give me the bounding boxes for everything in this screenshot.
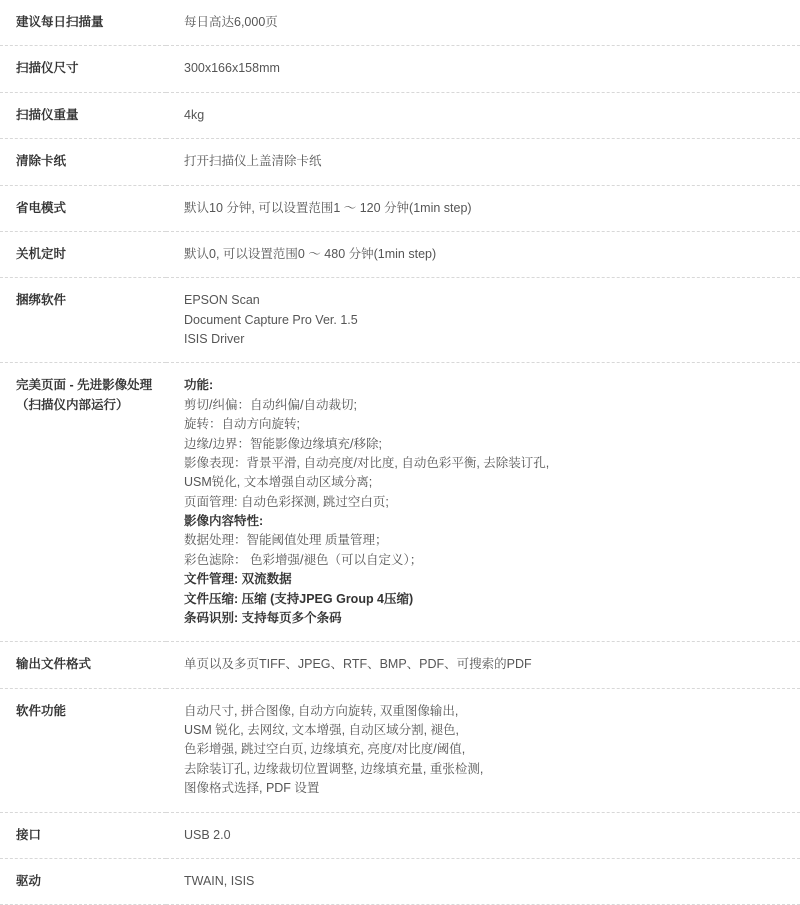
row-value: TWAIN, ISIS	[184, 873, 255, 888]
table-row	[0, 185, 800, 231]
row-value: 每日高达6,000页	[184, 15, 278, 29]
table-row	[0, 642, 800, 688]
row-label: 驱动	[16, 873, 42, 888]
row-value: EPSON Scan Document Capture Pro Ver. 1.5 ISIS Driver	[184, 293, 358, 346]
row-label: 完美页面 - 先进影像处理 （扫描仪内部运行）	[16, 378, 153, 412]
table-row	[0, 858, 800, 904]
row-value: 功能: 剪切/纠偏：自动纠偏/自动裁切; 旋转：自动方向旋转; 边缘/边界：智能影像边缘填充/移除; 影像表现：背景平滑, 自动亮度/对比度, 自动色彩平衡, 去除装订孔, USM锐化, 文本增强自动区域分离; 页面管理: 自动色彩探测, 跳过空白页; 影像内容特性: 数据处理：智能阈值处理 质量管理； 彩色滤除： 色彩增强/褪色（可以自定义）； 文件管理: 双流数据 文件压缩: 压缩 (支持JPEG Group 4压缩) 条码识别: 支持每页多个条码	[166, 363, 800, 642]
row-label: 扫描仪尺寸	[16, 61, 79, 76]
row-label: 捆绑软件	[16, 293, 67, 308]
file-compression-line: 文件压缩: 压缩 (支持JPEG Group 4压缩)	[184, 591, 414, 606]
table-row	[0, 46, 800, 92]
table-row	[0, 363, 800, 642]
image-content-heading: 影像内容特性:	[184, 514, 264, 528]
row-value: 默认0, 可以设置范围0 ～ 480 分钟(1min step)	[184, 246, 437, 261]
table-row	[0, 92, 800, 138]
table-row	[0, 688, 800, 812]
row-value: 4kg	[184, 107, 205, 122]
row-value: 单页以及多页TIFF、JPEG、RTF、BMP、PDF、可搜索的PDF	[184, 657, 532, 672]
row-value: 300x166x158mm	[184, 61, 280, 76]
table-row	[0, 0, 800, 46]
table-row	[0, 278, 800, 363]
row-value: 自动尺寸, 拼合图像, 自动方向旋转, 双重图像输出, USM 锐化, 去网纹, 文本增强, 自动区域分割, 褪色, 色彩增强, 跳过空白页, 边缘填充, 亮度/对比度/阈值, 去除装订孔, 边缘裁切位置调整, 边缘填充量, 重张检测, 图像格式选择, PDF 设置	[184, 703, 484, 796]
row-value: USB 2.0	[184, 827, 231, 842]
row-label: 省电模式	[16, 200, 67, 215]
row-label: 接口	[16, 827, 42, 842]
row-label: 扫描仪重量	[16, 107, 79, 122]
row-label: 关机定时	[16, 246, 67, 261]
table-row	[0, 231, 800, 277]
barcode-recognition-line: 条码识别: 支持每页多个条码	[184, 610, 342, 625]
row-label: 清除卡纸	[16, 154, 67, 169]
row-value: 默认10 分钟, 可以设置范围1 ～ 120 分钟(1min step)	[184, 200, 472, 215]
table-row	[0, 139, 800, 185]
features-heading: 功能:	[184, 378, 214, 393]
row-label: 软件功能	[16, 703, 67, 718]
table-row	[0, 812, 800, 858]
document-management-line: 文件管理: 双流数据	[184, 572, 292, 587]
row-label: 输出文件格式	[16, 657, 92, 672]
row-value: 打开扫描仪上盖清除卡纸	[184, 154, 322, 169]
row-label: 建议每日扫描量	[16, 15, 104, 29]
